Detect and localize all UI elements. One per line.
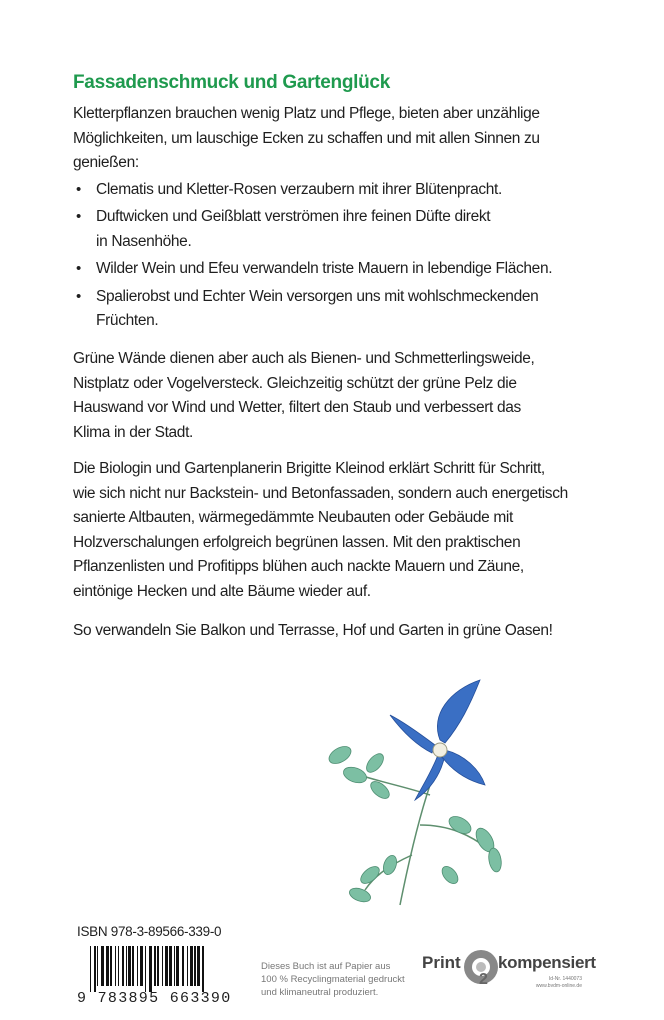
bullet-icon: • [76, 287, 82, 305]
bullet-icon: • [76, 260, 82, 277]
co2-subscript: 2 [479, 971, 488, 988]
barcode-bar [165, 946, 168, 986]
print-co2-logo [422, 945, 596, 1005]
back-cover-title: Fassadenschmuck und Gartenglück [73, 72, 390, 93]
text-line: Hauswand vor Wind und Wetter, filtert den Staub und verbessert das [73, 399, 521, 416]
text-line: in Nasenhöhe. [96, 232, 192, 250]
recycling-note-line: 100 % Recyclingmaterial gedruckt [261, 974, 405, 985]
recycling-note-line: Dieses Buch ist auf Papier aus [261, 961, 391, 972]
barcode-bar [169, 946, 172, 986]
barcode-bar [128, 946, 131, 986]
text-line: sanierte Altbauten, wärmegedämmte Neubauten oder Gebäude mit [73, 509, 513, 526]
barcode-bar [182, 946, 184, 986]
text-line: So verwandeln Sie Balkon und Terrasse, Hof und Garten in grüne Oasen! [73, 622, 553, 639]
barcode-bar [118, 946, 119, 986]
isbn-label: ISBN 978-3-89566-339-0 [77, 924, 222, 939]
text-line: Wilder Wein und Efeu verwandeln triste Mauern in lebendige Flächen. [96, 260, 553, 277]
text-line: Früchten. [96, 312, 159, 329]
barcode-number: 9 783895 663390 [77, 990, 232, 1007]
barcode-bar [97, 946, 98, 986]
text-line: genießen: [73, 154, 139, 171]
text-line: wie sich nicht nur Backstein- und Betonfassaden, sondern auch energetisch [73, 484, 568, 502]
text-line: Kletterpflanzen brauchen wenig Platz und Pflege, bieten aber unzählige [73, 105, 540, 122]
barcode-bar [145, 946, 146, 992]
barcode-bar [94, 946, 96, 992]
text-line: Pflanzenlisten und Profitipps blühen auch nackte Mauern und Zäune, [73, 558, 524, 575]
barcode-bar [194, 946, 196, 986]
logo-kompensiert-text: kompensiert [498, 953, 596, 972]
text-line: Holzverschalungen erfolgreich begrünen lassen. Mit den praktischen [73, 533, 521, 551]
barcode-bar [190, 946, 193, 986]
barcode-bar [115, 946, 116, 986]
text-line: eintönige Hecken und alte Bäume wieder auf. [73, 582, 371, 600]
barcode-bar [110, 946, 112, 986]
barcode-bar [154, 946, 156, 986]
barcode-bar [122, 946, 124, 986]
barcode [88, 946, 223, 992]
logo-print-text: Print [422, 953, 461, 972]
barcode-bar [106, 946, 109, 986]
text-line: Clematis und Kletter-Rosen verzaubern mit ihrer Blütenpracht. [96, 180, 502, 198]
barcode-bar [137, 946, 138, 986]
barcode-bar [126, 946, 127, 986]
barcode-bar [162, 946, 163, 986]
barcode-bar [187, 946, 188, 986]
logo-url: www.bvdm-online.de [535, 983, 582, 989]
text-line: Möglichkeiten, um lauschige Ecken zu schaffen und mit allen Sinnen zu [73, 129, 540, 147]
barcode-bar [90, 946, 91, 992]
text-line: Duftwicken und Geißblatt verströmen ihre feinen Düfte direkt [96, 208, 491, 225]
text-line: Klima in der Stadt. [73, 423, 193, 441]
bullet-icon: • [76, 180, 82, 198]
text-line: Die Biologin und Gartenplanerin Brigitte Kleinod erklärt Schritt für Schritt, [73, 460, 545, 477]
barcode-bar [157, 946, 159, 986]
recycling-note-line: und klimaneutral produziert. [261, 987, 379, 998]
barcode-bar [132, 946, 134, 986]
barcode-bar [140, 946, 143, 986]
text-line: Nistplatz oder Vogelversteck. Gleichzeitig schützt der grüne Pelz die [73, 374, 517, 392]
barcode-bar [176, 946, 179, 986]
text-line: Grüne Wände dienen aber auch als Bienen- und Schmetterlingsweide, [73, 350, 535, 367]
logo-id: Id-Nr. 1440073 [548, 976, 582, 982]
barcode-bar [174, 946, 175, 986]
barcode-bar [149, 946, 152, 992]
text-line: Spalierobst und Echter Wein versorgen uns mit wohlschmeckenden [96, 287, 539, 305]
barcode-bar [202, 946, 204, 992]
clematis-illustration [320, 675, 520, 910]
barcode-bar [197, 946, 200, 986]
bullet-icon: • [76, 208, 82, 225]
recycling-note [261, 960, 405, 999]
barcode-bar [101, 946, 104, 986]
